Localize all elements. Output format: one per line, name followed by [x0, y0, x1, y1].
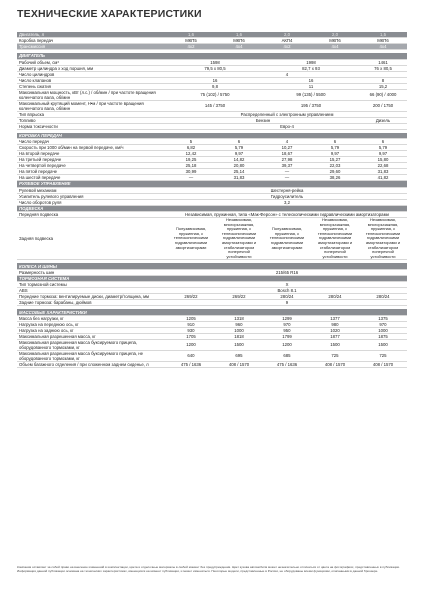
- cell: 22,03: [311, 163, 359, 169]
- cell: 6: [359, 139, 407, 145]
- row-label: Тип тормозной системы: [17, 282, 167, 288]
- cell: 1461: [359, 59, 407, 65]
- cell: 1875: [359, 333, 407, 339]
- cell: 1205: [167, 315, 215, 321]
- cell: 1299: [263, 315, 311, 321]
- page-title: ТЕХНИЧЕСКИЕ ХАРАКТЕРИСТИКИ: [17, 8, 202, 20]
- cell: 725: [359, 350, 407, 361]
- cell: Распределенный с электронным управлением: [167, 111, 407, 117]
- footnote: Компания оставляет за собой право на внесение изменений в комплектации, цвета и отделочные материалы в любой момент без предупреждения. Цвет кузова автомобиля может незначительно отличаться от цвета на фотографиях, представленных в публикации. Информация данной публикации основана на технических характеристиках, имеющихся на момент публикации, и может изменяться. Некоторые модели, представленные в России, не оборудованы всеми функциями, описанными в данной брошюре.: [17, 565, 400, 573]
- cell: 269/22: [215, 294, 263, 300]
- cell: 99 (135) / 5500: [263, 89, 359, 100]
- cell: 145 / 3750: [167, 100, 263, 111]
- table-row: [17, 361, 407, 367]
- cell: 3,2: [167, 199, 407, 205]
- cell: 9,97: [311, 151, 359, 157]
- row-label: Задняя подвеска: [17, 218, 167, 260]
- cell: Независимая, пружинная, типа «Мак-Ферсон» с телескопическими гидравлическими амортизаторами: [167, 212, 407, 218]
- cell: Шестерня-рейка: [167, 187, 407, 193]
- cell: 280/24: [311, 294, 359, 300]
- cell: Bosch 8.1: [167, 288, 407, 294]
- row-label: На пятой передаче: [17, 169, 167, 175]
- cell: 980: [311, 321, 359, 327]
- cell: 79,5 х 80,5: [167, 65, 263, 71]
- header-cell: 4х2: [263, 44, 311, 50]
- row-label: Максимальная разрешенная масса буксируемого прицепа, оборудованного тормозами, кг: [17, 339, 167, 350]
- cell: 1705: [167, 333, 215, 339]
- cell: 5,79: [215, 145, 263, 151]
- header-label: Двигатель, л: [17, 32, 167, 38]
- cell: 39,37: [263, 163, 311, 169]
- row-label: Тип впрыска: [17, 111, 167, 117]
- cell: Х: [167, 282, 407, 288]
- header-cell: МКП6: [311, 38, 359, 44]
- cell: 1000: [215, 327, 263, 333]
- header-cell: 4х4: [311, 44, 359, 50]
- cell: 1377: [311, 315, 359, 321]
- table-row: [17, 100, 407, 111]
- cell: 9,97: [359, 151, 407, 157]
- row-label: Рулевой механизм: [17, 187, 167, 193]
- header-cell: МКП5: [167, 38, 215, 44]
- cell: 200 / 1750: [359, 100, 407, 111]
- header-cell: 1,5: [359, 32, 407, 38]
- row-label: Число клапанов: [17, 77, 167, 83]
- section-title: КОЛЕСА И ШИНЫ: [17, 263, 407, 269]
- header-cell: 4х4: [359, 44, 407, 50]
- cell: 15,80: [359, 157, 407, 163]
- table-row: [17, 89, 407, 100]
- cell: 1799: [263, 333, 311, 339]
- cell: 16: [167, 77, 263, 83]
- cell: 66 (90) / 4000: [359, 89, 407, 100]
- header-cell: МКП6: [215, 38, 263, 44]
- header-cell: МКП6: [359, 38, 407, 44]
- row-label: ABS: [17, 288, 167, 294]
- header-cell: 2,0: [263, 32, 311, 38]
- cell: 6: [215, 139, 263, 145]
- table-row: [17, 339, 407, 350]
- cell: 475 / 1636: [167, 361, 215, 367]
- row-label: Усилитель рулевого управления: [17, 193, 167, 199]
- row-label: Масса без нагрузки, кг: [17, 315, 167, 321]
- section-title: ДВИГАТЕЛЬ: [17, 53, 407, 59]
- section-title: ПОДВЕСКА: [17, 205, 407, 212]
- cell: 970: [263, 321, 311, 327]
- header-cell: 1,6: [215, 32, 263, 38]
- section-title: МАССОВЫЕ ХАРАКТЕРИСТИКИ: [17, 309, 407, 315]
- cell: Гидроусилитель: [167, 193, 407, 199]
- cell: 18,67: [263, 151, 311, 157]
- cell: 9: [167, 300, 407, 306]
- cell: 76 х 80,5: [359, 65, 407, 71]
- row-label: На шестой передаче: [17, 175, 167, 181]
- row-label: Максимальная мощность, кВт (л.с.) / об/мин / при частоте вращения коленчатого вала, об/мин: [17, 89, 167, 100]
- row-label: Задние тормоза: барабаны, дюймов: [17, 300, 167, 306]
- cell: 82,7 х 93: [263, 65, 359, 71]
- cell: Полузависимая, пружинная, с телескопическими гидравлическими амортизаторами: [263, 218, 311, 260]
- section-title: ТОРМОЗНАЯ СИСТЕМА: [17, 275, 407, 282]
- cell: Евро-4: [167, 123, 407, 129]
- cell: 475 / 1636: [263, 361, 311, 367]
- cell: 1000: [359, 327, 407, 333]
- cell: 5,79: [359, 145, 407, 151]
- spec-table: [17, 32, 407, 368]
- cell: 1500: [311, 339, 359, 350]
- row-label: Размерность шин: [17, 269, 167, 275]
- cell: Независимая, многорычажная, пружинная, с телескопическими гидравлическими амортизаторами и стабилизатором поперечной устойчивости: [215, 218, 263, 260]
- cell: 1375: [359, 315, 407, 321]
- cell: 11: [263, 83, 359, 89]
- row-label: На второй передаче: [17, 151, 167, 157]
- cell: 269/22: [167, 294, 215, 300]
- cell: 970: [359, 321, 407, 327]
- cell: 408 / 1570: [359, 361, 407, 367]
- table-row: [17, 218, 407, 260]
- cell: —: [167, 175, 215, 181]
- row-label: Скорость при 1000 об/мин на первой передаче, км/ч: [17, 145, 167, 151]
- cell: 38,26: [311, 175, 359, 181]
- cell: 195 / 3750: [263, 100, 359, 111]
- cell: 1500: [359, 339, 407, 350]
- cell: 41,82: [359, 175, 407, 181]
- cell: 1877: [311, 333, 359, 339]
- row-label: Нагрузка на переднюю ось, кг: [17, 321, 167, 327]
- cell: 31,83: [215, 175, 263, 181]
- cell: 1598: [167, 59, 263, 65]
- cell: 15,2: [359, 83, 407, 89]
- section-title: РУЛЕВОЕ УПРАВЛЕНИЕ: [17, 181, 407, 188]
- cell: Дизель: [359, 117, 407, 123]
- cell: 9,97: [215, 151, 263, 157]
- cell: 22,68: [359, 163, 407, 169]
- cell: 25,14: [215, 169, 263, 175]
- row-label: Топливо: [17, 117, 167, 123]
- cell: 5: [167, 139, 215, 145]
- cell: 1500: [215, 339, 263, 350]
- cell: 75 (102) / 5750: [167, 89, 263, 100]
- row-label: Максимальная разрешенная масса буксируемого прицепа, не оборудованного тормозами, кг: [17, 350, 167, 361]
- cell: 29,60: [311, 169, 359, 175]
- cell: 695: [215, 350, 263, 361]
- cell: 5,79: [311, 145, 359, 151]
- cell: 4: [167, 71, 407, 77]
- cell: 408 / 1570: [311, 361, 359, 367]
- row-label: Объем багажного отделения / при сложенном заднем сиденье, л: [17, 361, 167, 367]
- cell: 930: [167, 327, 215, 333]
- header-cell: 1,6: [167, 32, 215, 38]
- row-label: Нагрузка на заднюю ось, кг: [17, 327, 167, 333]
- cell: Полузависимая, пружинная, с телескопическими гидравлическими амортизаторами: [167, 218, 215, 260]
- header-cell: 4х2: [167, 44, 215, 50]
- cell: 950: [263, 327, 311, 333]
- cell: 640: [167, 350, 215, 361]
- cell: 12,42: [167, 151, 215, 157]
- cell: 6: [311, 139, 359, 145]
- cell: 6,82: [167, 145, 215, 151]
- cell: 1200: [167, 339, 215, 350]
- cell: 20,80: [215, 163, 263, 169]
- cell: 10,27: [263, 145, 311, 151]
- cell: 725: [311, 350, 359, 361]
- row-label: На третьей передаче: [17, 157, 167, 163]
- cell: 1020: [311, 327, 359, 333]
- cell: 280/24: [263, 294, 311, 300]
- header-label: Трансмиссия: [17, 44, 167, 50]
- cell: 30,99: [167, 169, 215, 175]
- row-label: Число передач: [17, 139, 167, 145]
- cell: 1200: [263, 339, 311, 350]
- row-label: Рабочий объем, см³: [17, 59, 167, 65]
- section-title: КОРОБКА ПЕРЕДАЧ: [17, 133, 407, 139]
- row-label: Передние тормоза: вентилируемые диски, диаметр/толщина, мм: [17, 294, 167, 300]
- cell: 280/24: [359, 294, 407, 300]
- cell: 27,98: [263, 157, 311, 163]
- cell: 14,82: [215, 157, 263, 163]
- header-label: Коробка передач: [17, 38, 167, 44]
- cell: 16: [263, 77, 359, 83]
- cell: 1318: [215, 315, 263, 321]
- row-label: Степень сжатия: [17, 83, 167, 89]
- cell: 9,8: [167, 83, 263, 89]
- cell: 19,25: [167, 157, 215, 163]
- cell: 4: [263, 139, 311, 145]
- cell: 15,27: [311, 157, 359, 163]
- cell: 1818: [215, 333, 263, 339]
- row-label: Максимальный крутящий момент, Н•м / при частоте вращения коленчатого вала, об/мин: [17, 100, 167, 111]
- cell: Бензин: [167, 117, 359, 123]
- cell: 685: [263, 350, 311, 361]
- cell: 25,18: [167, 163, 215, 169]
- cell: 910: [167, 321, 215, 327]
- cell: Независимая, многорычажная, пружинная, с телескопическими гидравлическими амортизаторами и стабилизатором поперечной устойчивости: [311, 218, 359, 260]
- cell: —: [263, 169, 311, 175]
- row-label: Норма токсичности: [17, 123, 167, 129]
- cell: 408 / 1570: [215, 361, 263, 367]
- cell: 1998: [263, 59, 359, 65]
- row-label: Число цилиндров: [17, 71, 167, 77]
- cell: 960: [215, 321, 263, 327]
- cell: 31,83: [359, 169, 407, 175]
- cell: —: [263, 175, 311, 181]
- header-cell: 4х4: [215, 44, 263, 50]
- cell: Независимая, многорычажная, пружинная, с телескопическими гидравлическими амортизаторами и стабилизатором поперечной устойчивости: [359, 218, 407, 260]
- header-cell: АКП4: [263, 38, 311, 44]
- table-row: [17, 350, 407, 361]
- row-label: На четвертой передаче: [17, 163, 167, 169]
- row-label: Число оборотов руля: [17, 199, 167, 205]
- cell: 215/65 R16: [167, 269, 407, 275]
- row-label: Диаметр цилиндра х ход поршня, мм: [17, 65, 167, 71]
- header-cell: 2,0: [311, 32, 359, 38]
- row-label: Передняя подвеска: [17, 212, 167, 218]
- cell: 8: [359, 77, 407, 83]
- row-label: Максимальная разрешенная масса, кг: [17, 333, 167, 339]
